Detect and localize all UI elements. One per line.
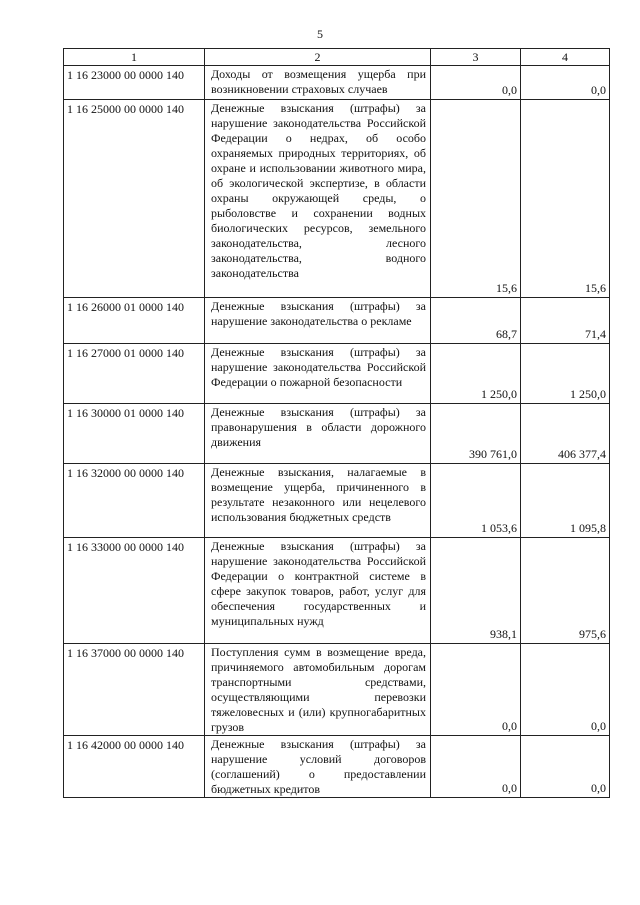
value-col3-cell: 938,1 (431, 538, 521, 644)
budget-code-cell: 1 16 37000 00 0000 140 (64, 644, 205, 736)
budget-code-cell: 1 16 30000 01 0000 140 (64, 404, 205, 464)
revenue-name-cell: Денежные взыскания, налагаемые в возмещение ущерба, причиненного в результате незаконного или нецелевого использования бюджетных средств (205, 464, 431, 538)
table-row (64, 344, 610, 404)
budget-code-cell: 1 16 33000 00 0000 140 (64, 538, 205, 644)
revenue-name-cell: Денежные взыскания (штрафы) за нарушение законодательства Российской Федерации о недрах, об особо охраняемых природных территориях, об охране и использовании животного мира, об экологической экспертизе, в области охраны окружающей среды, о рыболовстве и сохранении водных биологических ресурсов, земельного законодательства, лесного законодательства, водного законодательства (205, 100, 431, 298)
table-row (64, 404, 610, 464)
value-col3-cell: 0,0 (431, 66, 521, 100)
revenue-name-cell: Поступления сумм в возмещение вреда, причиняемого автомобильным дорогам транспортными средствами, осуществляющими перевозки тяжеловесных и (или) крупногабаритных грузов (205, 644, 431, 736)
value-col3-cell: 1 250,0 (431, 344, 521, 404)
value-col3-cell: 68,7 (431, 298, 521, 344)
column-header-1: 1 (64, 49, 205, 66)
column-header-3: 3 (431, 49, 521, 66)
value-col3-cell: 1 053,6 (431, 464, 521, 538)
value-col4-cell: 15,6 (521, 100, 610, 298)
budget-code-cell: 1 16 27000 01 0000 140 (64, 344, 205, 404)
value-col4-cell: 1 250,0 (521, 344, 610, 404)
revenue-name-cell: Денежные взыскания (штрафы) за нарушение условий договоров (соглашений) о предоставлении бюджетных кредитов (205, 736, 431, 798)
revenue-name-cell: Доходы от возмещения ущерба при возникновении страховых случаев (205, 66, 431, 100)
value-col3-cell: 0,0 (431, 644, 521, 736)
budget-code-cell: 1 16 42000 00 0000 140 (64, 736, 205, 798)
table-row (64, 100, 610, 298)
column-header-2: 2 (205, 49, 431, 66)
budget-code-cell: 1 16 23000 00 0000 140 (64, 66, 205, 100)
value-col3-cell: 390 761,0 (431, 404, 521, 464)
revenue-name-cell: Денежные взыскания (штрафы) за нарушение законодательства о рекламе (205, 298, 431, 344)
table-row (64, 736, 610, 798)
value-col4-cell: 71,4 (521, 298, 610, 344)
value-col4-cell: 0,0 (521, 736, 610, 798)
table-row (64, 298, 610, 344)
revenue-name-cell: Денежные взыскания (штрафы) за нарушение законодательства Российской Федерации о контрактной системе в сфере закупок товаров, работ, услуг для обеспечения государственных и муниципальных нужд (205, 538, 431, 644)
table-row (64, 538, 610, 644)
value-col4-cell: 1 095,8 (521, 464, 610, 538)
table-row (64, 464, 610, 538)
revenue-name-cell: Денежные взыскания (штрафы) за правонарушения в области дорожного движения (205, 404, 431, 464)
budget-code-cell: 1 16 26000 01 0000 140 (64, 298, 205, 344)
budget-code-cell: 1 16 25000 00 0000 140 (64, 100, 205, 298)
page-number: 5 (317, 27, 323, 41)
column-header-4: 4 (521, 49, 610, 66)
value-col3-cell: 0,0 (431, 736, 521, 798)
revenue-name-cell: Денежные взыскания (штрафы) за нарушение законодательства Российской Федерации о пожарной безопасности (205, 344, 431, 404)
value-col4-cell: 0,0 (521, 644, 610, 736)
table-header-row (64, 49, 610, 66)
value-col4-cell: 975,6 (521, 538, 610, 644)
value-col3-cell: 15,6 (431, 100, 521, 298)
table-row (64, 66, 610, 100)
table-row (64, 644, 610, 736)
value-col4-cell: 406 377,4 (521, 404, 610, 464)
revenue-table (63, 48, 610, 798)
budget-code-cell: 1 16 32000 00 0000 140 (64, 464, 205, 538)
value-col4-cell: 0,0 (521, 66, 610, 100)
